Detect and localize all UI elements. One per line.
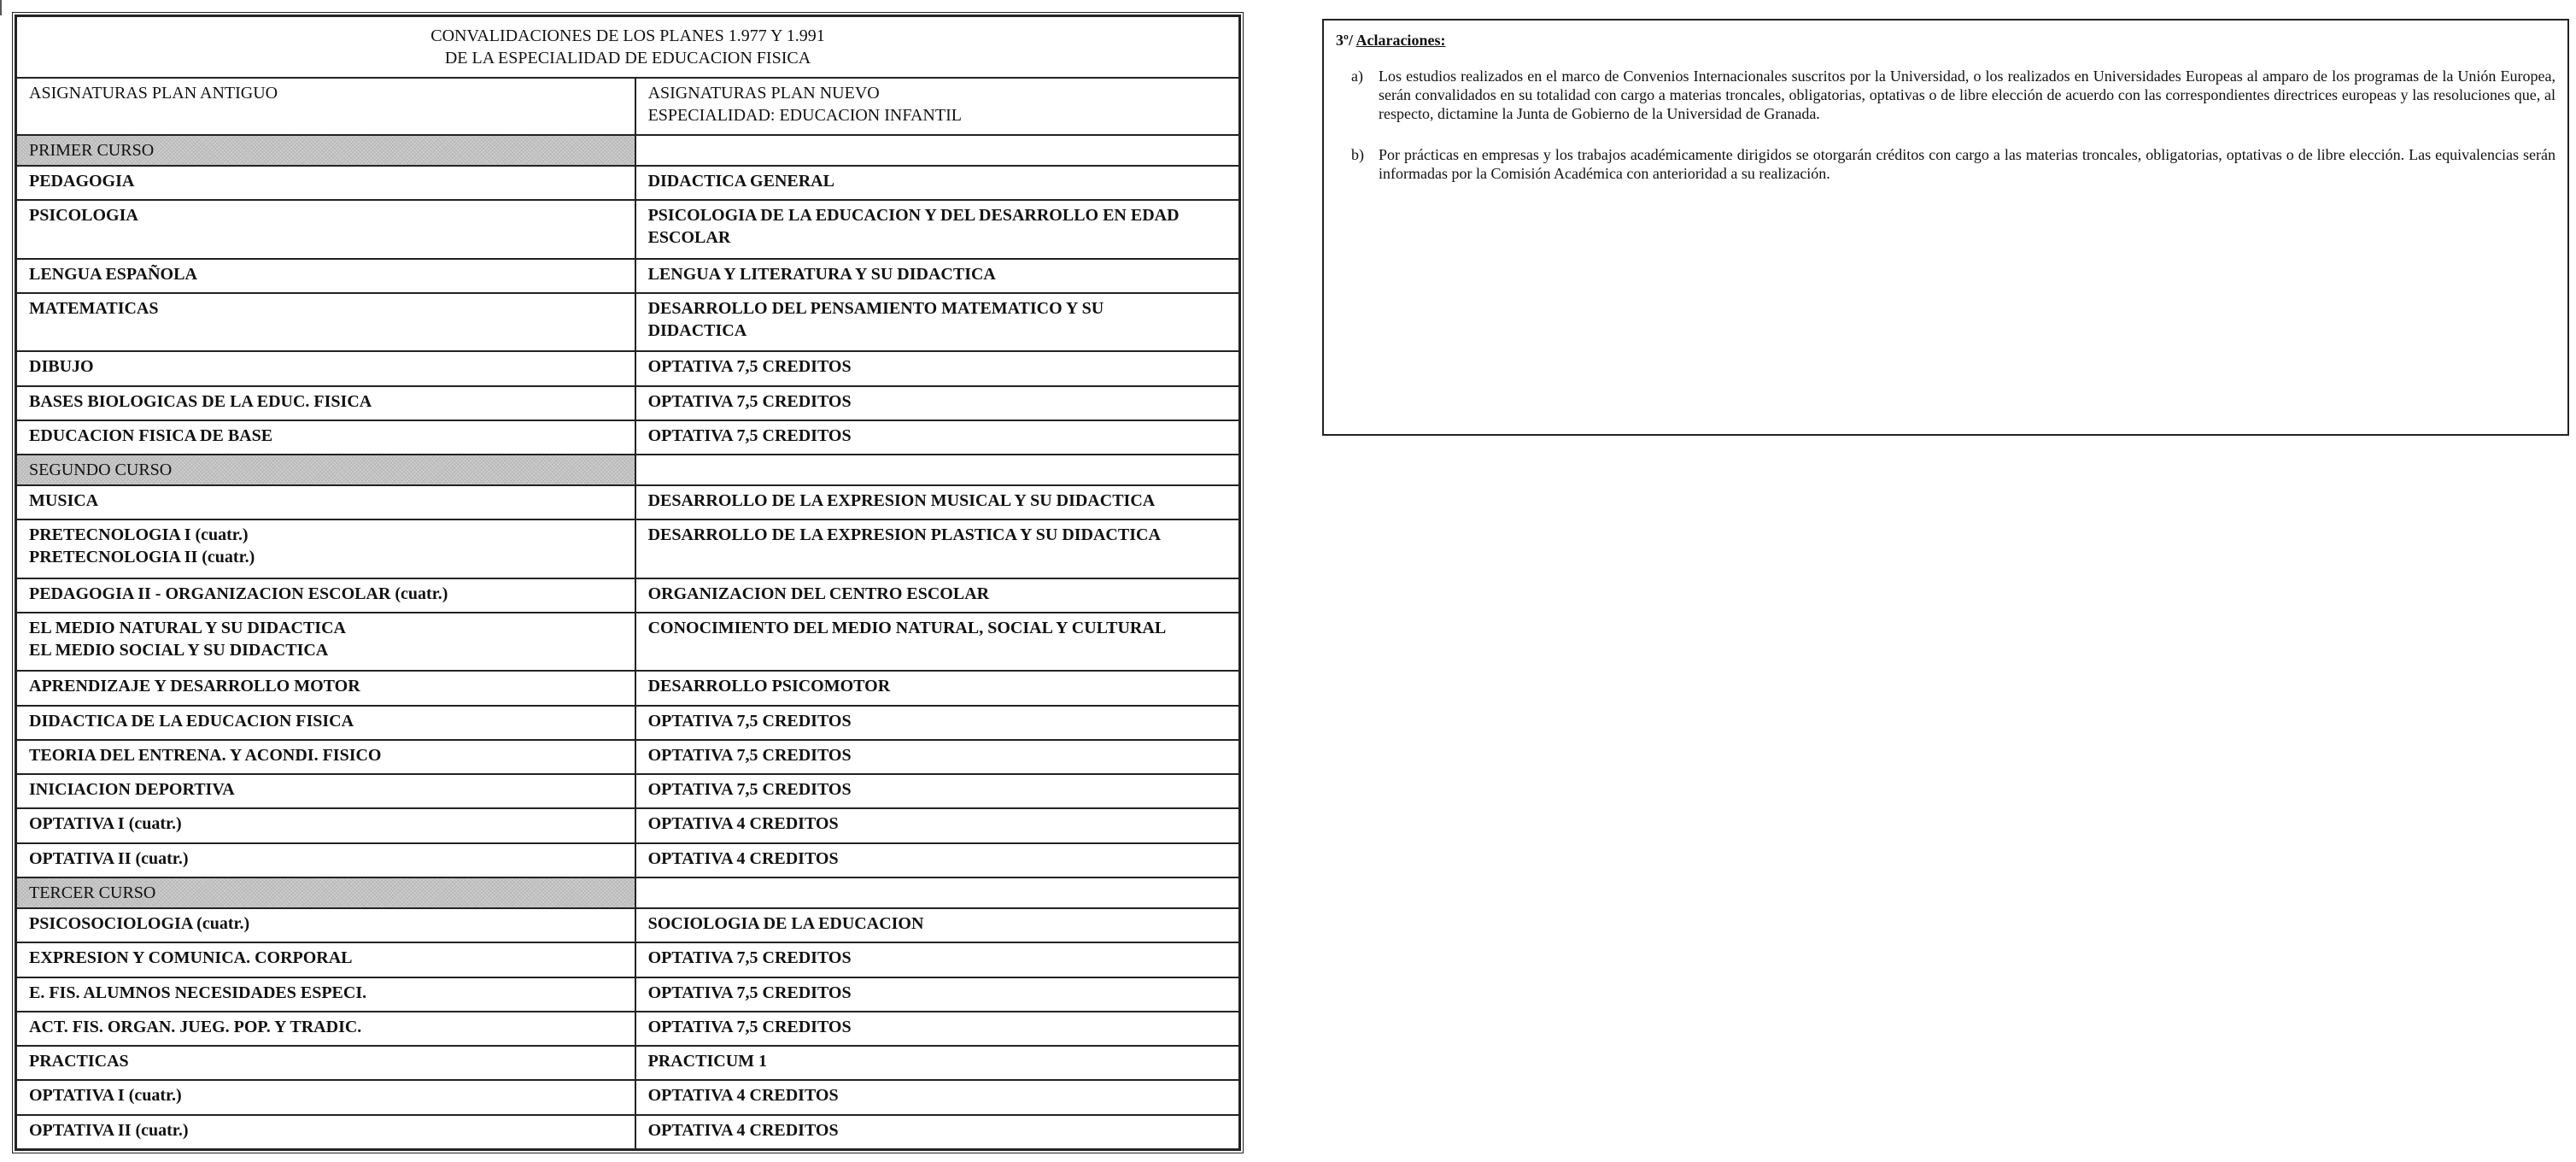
new-subject-cell xyxy=(635,740,1239,774)
new-subject-cell xyxy=(635,1012,1239,1046)
old-subject-cell xyxy=(16,808,635,842)
old-subject-cell xyxy=(16,1012,635,1046)
new-subject-text: SOCIOLOGIA DE LA EDUCACION xyxy=(647,914,924,934)
old-subject-text: OPTATIVA I (cuatr.) xyxy=(29,814,182,834)
clarification-text-b: Por prácticas en empresas y los trabajos académicamente dirigidos se otorgarán créditos con cargo a las materias troncales, obligatorias, optativas o de libre elección. Las equivalencias serán informadas por la Comisión Académica con anterioridad a su realización. xyxy=(1379,146,2556,182)
old-subject-cell xyxy=(16,420,635,455)
old-subject-cell xyxy=(16,351,635,385)
new-subject-cell xyxy=(635,259,1239,293)
old-subject-cell xyxy=(16,942,635,977)
new-subject-cell xyxy=(635,386,1239,420)
old-subject-cell xyxy=(16,519,635,578)
table-row xyxy=(16,293,1239,351)
old-subject-text: OPTATIVA II (cuatr.) xyxy=(29,1120,189,1140)
old-subject-text: EL MEDIO SOCIAL Y SU DIDACTICA xyxy=(29,641,329,660)
old-subject-text: BASES BIOLOGICAS DE LA EDUC. FISICA xyxy=(29,391,372,411)
old-subject-text: E. FIS. ALUMNOS NECESIDADES ESPECI. xyxy=(29,983,367,1002)
new-subject-text: ORGANIZACION DEL CENTRO ESCOLAR xyxy=(647,584,990,603)
new-subject-text: OPTATIVA 7,5 CREDITOS xyxy=(647,357,852,377)
table-row xyxy=(16,1115,1239,1150)
table-row xyxy=(16,843,1239,877)
table-row xyxy=(16,977,1239,1012)
new-subject-cell xyxy=(635,1080,1239,1114)
new-subject-text: OPTATIVA 4 CREDITOS xyxy=(647,1086,839,1106)
column-header-old-label: ASIGNATURAS PLAN ANTIGUO xyxy=(29,84,278,103)
table-title-line1: CONVALIDACIONES DE LOS PLANES 1.977 Y 1.991 xyxy=(430,26,825,46)
table-row xyxy=(16,1012,1239,1046)
old-subject-cell xyxy=(16,166,635,200)
old-subject-cell xyxy=(16,293,635,351)
old-subject-text: ACT. FIS. ORGAN. JUEG. POP. Y TRADIC. xyxy=(29,1017,362,1036)
new-subject-text: DIDACTICA xyxy=(647,320,747,340)
section-row xyxy=(16,877,1239,908)
old-subject-cell xyxy=(16,671,635,705)
old-subject-text: PEDAGOGIA xyxy=(29,172,135,191)
section-empty-cell xyxy=(635,877,1239,908)
table-row xyxy=(16,519,1239,578)
old-subject-text: DIDACTICA DE LA EDUCACION FISICA xyxy=(29,711,354,731)
old-subject-text: EXPRESION Y COMUNICA. CORPORAL xyxy=(29,948,353,968)
new-subject-text: OPTATIVA 7,5 CREDITOS xyxy=(647,1017,852,1036)
new-subject-cell xyxy=(635,706,1239,740)
section-header-cell xyxy=(16,455,635,485)
new-subject-cell xyxy=(635,908,1239,942)
old-subject-text: LENGUA ESPAÑOLA xyxy=(29,264,197,284)
old-subject-text: MUSICA xyxy=(29,491,99,511)
old-subject-cell xyxy=(16,386,635,420)
edge-mark xyxy=(0,0,2,15)
new-subject-cell xyxy=(635,578,1239,613)
old-subject-text: PEDAGOGIA II - ORGANIZACION ESCOLAR (cuatr.) xyxy=(29,584,448,603)
section-row xyxy=(16,135,1239,166)
new-subject-cell xyxy=(635,1046,1239,1080)
column-header-new-plan xyxy=(635,78,1239,134)
old-subject-cell xyxy=(16,1115,635,1150)
column-header-new-line2: ESPECIALIDAD: EDUCACION INFANTIL xyxy=(647,106,962,126)
clarification-item-a xyxy=(1336,67,2556,123)
new-subject-text: OPTATIVA 7,5 CREDITOS xyxy=(647,711,852,731)
column-header-new-line1: ASIGNATURAS PLAN NUEVO xyxy=(647,84,880,103)
table-row xyxy=(16,578,1239,613)
old-subject-text: APRENDIZAJE Y DESARROLLO MOTOR xyxy=(29,677,360,696)
new-subject-text: LENGUA Y LITERATURA Y SU DIDACTICA xyxy=(647,264,996,284)
new-subject-text: OPTATIVA 7,5 CREDITOS xyxy=(647,948,852,968)
table-title-row xyxy=(16,16,1239,78)
table-row xyxy=(16,942,1239,977)
old-subject-cell xyxy=(16,706,635,740)
new-subject-cell xyxy=(635,519,1239,578)
table-row xyxy=(16,908,1239,942)
old-subject-text: PSICOSOCIOLOGIA (cuatr.) xyxy=(29,914,250,934)
new-subject-cell xyxy=(635,293,1239,351)
new-subject-cell xyxy=(635,808,1239,842)
clarification-text-a: Los estudios realizados en el marco de Convenios Internacionales suscritos por la Universidad, o los realizados en Universidades Europeas al amparo de los programas de la Unión Europea, serán convalidados en su totalidad con cargo a materias troncales, obligatorias, optativas o de libre elección de acuerdo con las correspondientes directrices europeas y las resoluciones que, al respecto, dictamine la Junta de Gobierno de la Universidad de Granada. xyxy=(1379,67,2556,122)
table-row xyxy=(16,671,1239,705)
old-subject-cell xyxy=(16,578,635,613)
section-empty-cell xyxy=(635,455,1239,485)
table-row xyxy=(16,351,1239,385)
clarification-label-b: b) xyxy=(1351,146,1364,163)
table-row xyxy=(16,774,1239,808)
new-subject-cell xyxy=(635,351,1239,385)
new-subject-cell xyxy=(635,843,1239,877)
section-header-cell xyxy=(16,877,635,908)
new-subject-text: OPTATIVA 4 CREDITOS xyxy=(647,814,839,834)
new-subject-text: OPTATIVA 4 CREDITOS xyxy=(647,1120,839,1140)
clarifications-title: Aclaraciones: xyxy=(1355,32,1446,49)
table-row xyxy=(16,386,1239,420)
old-subject-cell xyxy=(16,485,635,519)
table-row xyxy=(16,808,1239,842)
old-subject-cell xyxy=(16,774,635,808)
section-header-cell xyxy=(16,135,635,166)
table-row xyxy=(16,200,1239,258)
new-subject-text: CONOCIMIENTO DEL MEDIO NATURAL, SOCIAL Y CULTURAL xyxy=(647,619,1167,638)
new-subject-text: ESCOLAR xyxy=(647,228,731,248)
column-header-old-plan xyxy=(16,78,635,134)
old-subject-text: DIBUJO xyxy=(29,357,94,377)
table-row xyxy=(16,1080,1239,1114)
table-row xyxy=(16,420,1239,455)
new-subject-text: OPTATIVA 7,5 CREDITOS xyxy=(647,780,852,800)
old-subject-text: PRACTICAS xyxy=(29,1052,129,1071)
new-subject-cell xyxy=(635,774,1239,808)
clarifications-box xyxy=(1322,19,2569,436)
old-subject-text: PRETECNOLOGIA I (cuatr.) xyxy=(29,525,249,545)
old-subject-text: EDUCACION FISICA DE BASE xyxy=(29,425,273,445)
section-label: TERCER CURSO xyxy=(29,883,156,902)
new-subject-text: OPTATIVA 7,5 CREDITOS xyxy=(647,391,852,411)
table-row xyxy=(16,1046,1239,1080)
section-row xyxy=(16,455,1239,485)
section-label: SEGUNDO CURSO xyxy=(29,461,173,480)
new-subject-text: DESARROLLO DE LA EXPRESION PLASTICA Y SU DIDACTICA xyxy=(647,525,1161,545)
old-subject-text: PRETECNOLOGIA II (cuatr.) xyxy=(29,548,255,567)
table-row xyxy=(16,613,1239,671)
new-subject-text: OPTATIVA 7,5 CREDITOS xyxy=(647,745,852,765)
new-subject-cell xyxy=(635,1115,1239,1150)
new-subject-cell xyxy=(635,977,1239,1012)
convalidation-table-frame xyxy=(12,12,1244,1153)
old-subject-cell xyxy=(16,977,635,1012)
new-subject-text: DESARROLLO DE LA EXPRESION MUSICAL Y SU DIDACTICA xyxy=(647,491,1156,511)
old-subject-text: OPTATIVA II (cuatr.) xyxy=(29,848,189,868)
clarifications-heading xyxy=(1336,31,2556,50)
new-subject-cell xyxy=(635,671,1239,705)
table-row xyxy=(16,706,1239,740)
old-subject-cell xyxy=(16,843,635,877)
table-row xyxy=(16,259,1239,293)
new-subject-text: DESARROLLO DEL PENSAMIENTO MATEMATICO Y SU xyxy=(647,298,1104,318)
new-subject-text: OPTATIVA 4 CREDITOS xyxy=(647,848,839,868)
table-title-line2: DE LA ESPECIALIDAD DE EDUCACION FISICA xyxy=(444,49,811,68)
table-title xyxy=(16,16,1239,78)
table-row xyxy=(16,166,1239,200)
clarifications-number: 3º/ xyxy=(1336,32,1353,49)
old-subject-cell xyxy=(16,613,635,671)
new-subject-cell xyxy=(635,613,1239,671)
new-subject-cell xyxy=(635,200,1239,258)
old-subject-cell xyxy=(16,740,635,774)
new-subject-text: PRACTICUM 1 xyxy=(647,1052,768,1071)
old-subject-cell xyxy=(16,908,635,942)
new-subject-text: DESARROLLO PSICOMOTOR xyxy=(647,677,891,696)
section-label: PRIMER CURSO xyxy=(29,140,155,160)
old-subject-text: EL MEDIO NATURAL Y SU DIDACTICA xyxy=(29,619,346,638)
new-subject-text: OPTATIVA 7,5 CREDITOS xyxy=(647,425,852,445)
old-subject-cell xyxy=(16,200,635,258)
new-subject-cell xyxy=(635,485,1239,519)
new-subject-cell xyxy=(635,942,1239,977)
table-header-row xyxy=(16,78,1239,134)
new-subject-text: DIDACTICA GENERAL xyxy=(647,172,834,191)
table-row xyxy=(16,485,1239,519)
section-empty-cell xyxy=(635,135,1239,166)
old-subject-cell xyxy=(16,1046,635,1080)
convalidation-table xyxy=(15,15,1240,1150)
old-subject-cell xyxy=(16,259,635,293)
old-subject-text: INICIACION DEPORTIVA xyxy=(29,780,235,800)
new-subject-text: PSICOLOGIA DE LA EDUCACION Y DEL DESARROLLO EN EDAD xyxy=(647,206,1180,226)
table-row xyxy=(16,740,1239,774)
new-subject-cell xyxy=(635,166,1239,200)
old-subject-text: MATEMATICAS xyxy=(29,298,159,318)
new-subject-text: OPTATIVA 7,5 CREDITOS xyxy=(647,983,852,1002)
old-subject-cell xyxy=(16,1080,635,1114)
clarification-label-a: a) xyxy=(1351,67,1363,85)
clarification-item-b xyxy=(1336,145,2556,183)
new-subject-cell xyxy=(635,420,1239,455)
old-subject-text: OPTATIVA I (cuatr.) xyxy=(29,1086,182,1106)
old-subject-text: TEORIA DEL ENTRENA. Y ACONDI. FISICO xyxy=(29,745,382,765)
old-subject-text: PSICOLOGIA xyxy=(29,206,138,226)
